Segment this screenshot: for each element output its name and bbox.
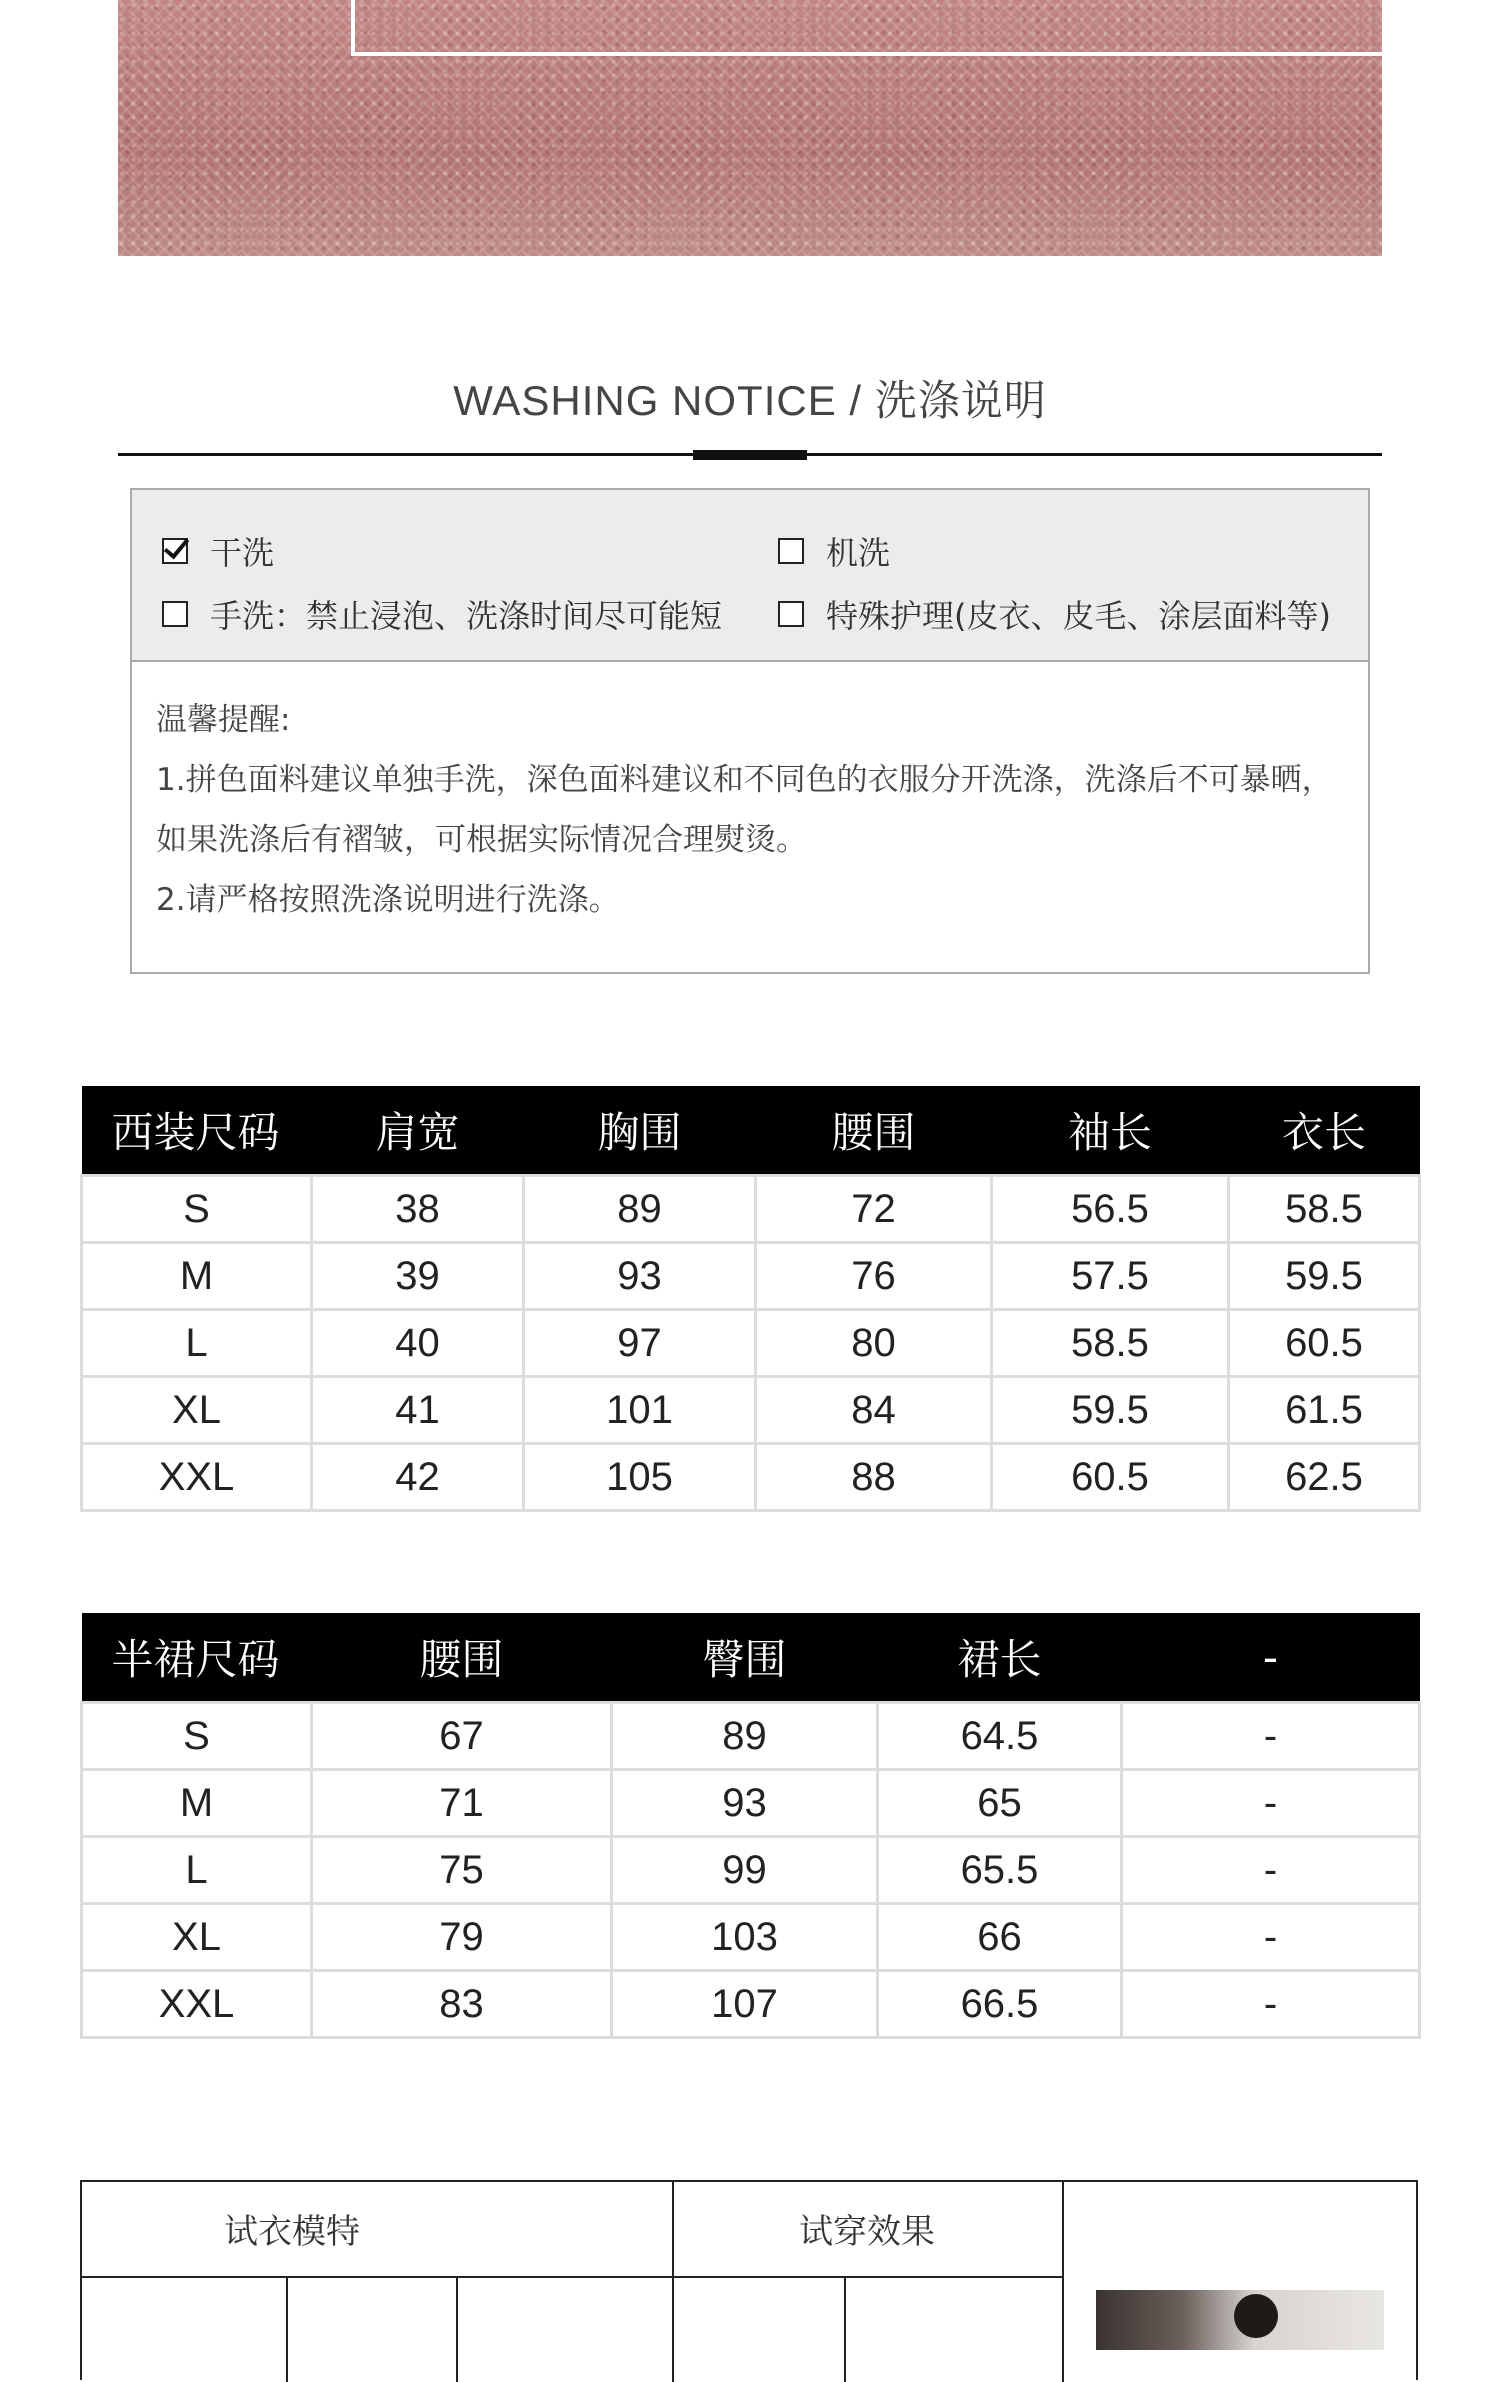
option-hand-wash [162, 591, 722, 637]
table-cell: 93 [524, 1243, 756, 1310]
option-label: 干洗 [210, 534, 275, 572]
table-cell: - [1122, 1904, 1420, 1971]
table-cell: 61.5 [1229, 1377, 1420, 1444]
table-cell: 59.5 [992, 1377, 1229, 1444]
washing-options-panel [132, 490, 1368, 662]
checkbox-icon [778, 538, 804, 564]
header-cell: 胸围 [524, 1086, 756, 1176]
table-cell: M [82, 1770, 312, 1837]
header-cell: 裙长 [878, 1613, 1122, 1703]
table-cell: 97 [524, 1310, 756, 1377]
skirt-size-table [80, 1613, 1421, 2039]
table-cell: 65.5 [878, 1837, 1122, 1904]
header-cell: 肩宽 [312, 1086, 524, 1176]
table-cell: 66 [878, 1904, 1122, 1971]
table-cell: 60.5 [992, 1444, 1229, 1511]
table-cell: 58.5 [992, 1310, 1229, 1377]
table-row [82, 1243, 1420, 1310]
model-fitting-table [80, 2180, 1418, 2380]
header-cell: 腰围 [756, 1086, 992, 1176]
table-cell: 89 [524, 1176, 756, 1243]
table-cell: 40 [312, 1310, 524, 1377]
washing-notice-box [130, 488, 1370, 974]
fabric-photo [118, 0, 1382, 256]
table-cell: L [82, 1310, 312, 1377]
washing-notice-title: WASHING NOTICE / 洗涤说明 [453, 377, 1047, 424]
table-cell: 57.5 [992, 1243, 1229, 1310]
header-cell: 袖长 [992, 1086, 1229, 1176]
table-cell: 67 [312, 1703, 612, 1770]
table-row [82, 1703, 1420, 1770]
table-row [82, 1904, 1420, 1971]
model-head [1234, 2294, 1278, 2338]
header-cell: 半裙尺码 [82, 1613, 312, 1703]
sub-cell [82, 2278, 288, 2382]
table-cell: 60.5 [1229, 1310, 1420, 1377]
table-cell: 42 [312, 1444, 524, 1511]
table-cell: - [1122, 1837, 1420, 1904]
table-row [82, 1176, 1420, 1243]
table-cell: 101 [524, 1377, 756, 1444]
effect-label: 试穿效果 [799, 2212, 935, 2252]
table-cell: XXL [82, 1444, 312, 1511]
table-cell: 105 [524, 1444, 756, 1511]
table-cell: XL [82, 1904, 312, 1971]
header-cell: 西装尺码 [82, 1086, 312, 1176]
table-cell: 59.5 [1229, 1243, 1420, 1310]
fabric-frame [351, 0, 1389, 56]
header-cell: 臀围 [612, 1613, 878, 1703]
table-cell: - [1122, 1770, 1420, 1837]
table-cell: 66.5 [878, 1971, 1122, 2038]
table-row [82, 1377, 1420, 1444]
table-cell: 72 [756, 1176, 992, 1243]
table-cell: 41 [312, 1377, 524, 1444]
table-row [82, 1444, 1420, 1511]
table-cell: 76 [756, 1243, 992, 1310]
header-cell: - [1122, 1613, 1420, 1703]
tips-line: 2.请严格按照洗涤说明进行洗涤。 [156, 882, 620, 918]
table-cell: 38 [312, 1176, 524, 1243]
table-row [82, 1770, 1420, 1837]
table-cell: 99 [612, 1837, 878, 1904]
table-cell: - [1122, 1971, 1420, 2038]
table-cell: S [82, 1703, 312, 1770]
table-cell: M [82, 1243, 312, 1310]
table-cell: 107 [612, 1971, 878, 2038]
table-cell: - [1122, 1703, 1420, 1770]
checkbox-icon [162, 601, 188, 627]
table-cell: 65 [878, 1770, 1122, 1837]
table-cell: 58.5 [1229, 1176, 1420, 1243]
table-cell: 89 [612, 1703, 878, 1770]
table-cell: XXL [82, 1971, 312, 2038]
table-cell: 56.5 [992, 1176, 1229, 1243]
option-special-care [778, 591, 1331, 637]
option-machine-wash [778, 528, 890, 574]
table-cell: 103 [612, 1904, 878, 1971]
header-cell: 衣长 [1229, 1086, 1420, 1176]
model-photo [1096, 2290, 1384, 2350]
table-cell: 84 [756, 1377, 992, 1444]
table-header-row [82, 1086, 1420, 1176]
sub-cell [286, 2278, 458, 2382]
header-cell: 腰围 [312, 1613, 612, 1703]
table-cell: 71 [312, 1770, 612, 1837]
table-cell: S [82, 1176, 312, 1243]
tips-line: 如果洗涤后有褶皱，可根据实际情况合理熨烫。 [156, 822, 807, 858]
checkbox-icon [778, 601, 804, 627]
table-cell: 88 [756, 1444, 992, 1511]
table-cell: 83 [312, 1971, 612, 2038]
table-cell: 79 [312, 1904, 612, 1971]
model-label: 试衣模特 [224, 2212, 360, 2252]
table-row [82, 1310, 1420, 1377]
table-cell: 39 [312, 1243, 524, 1310]
option-label: 手洗：禁止浸泡、洗涤时间尽可能短 [210, 597, 723, 635]
option-label: 机洗 [826, 534, 891, 572]
care-tips [156, 690, 1358, 930]
table-header-row [82, 1613, 1420, 1703]
table-row [82, 1971, 1420, 2038]
table-cell: 80 [756, 1310, 992, 1377]
table-row [82, 1837, 1420, 1904]
title-divider-accent [693, 450, 807, 460]
checkbox-checked-icon [162, 538, 188, 564]
table-cell: XL [82, 1377, 312, 1444]
table-cell: 93 [612, 1770, 878, 1837]
option-dry-clean [162, 528, 274, 574]
tips-heading: 温馨提醒: [156, 702, 291, 738]
table-cell: L [82, 1837, 312, 1904]
table-cell: 64.5 [878, 1703, 1122, 1770]
table-cell: 75 [312, 1837, 612, 1904]
tips-line: 1.拼色面料建议单独手洗，深色面料建议和不同色的衣服分开洗涤，洗涤后不可暴晒， [156, 762, 1333, 798]
suit-size-table [80, 1086, 1421, 1512]
sub-cell [672, 2278, 846, 2382]
option-label: 特殊护理(皮衣、皮毛、涂层面料等) [826, 597, 1331, 635]
table-cell: 62.5 [1229, 1444, 1420, 1511]
